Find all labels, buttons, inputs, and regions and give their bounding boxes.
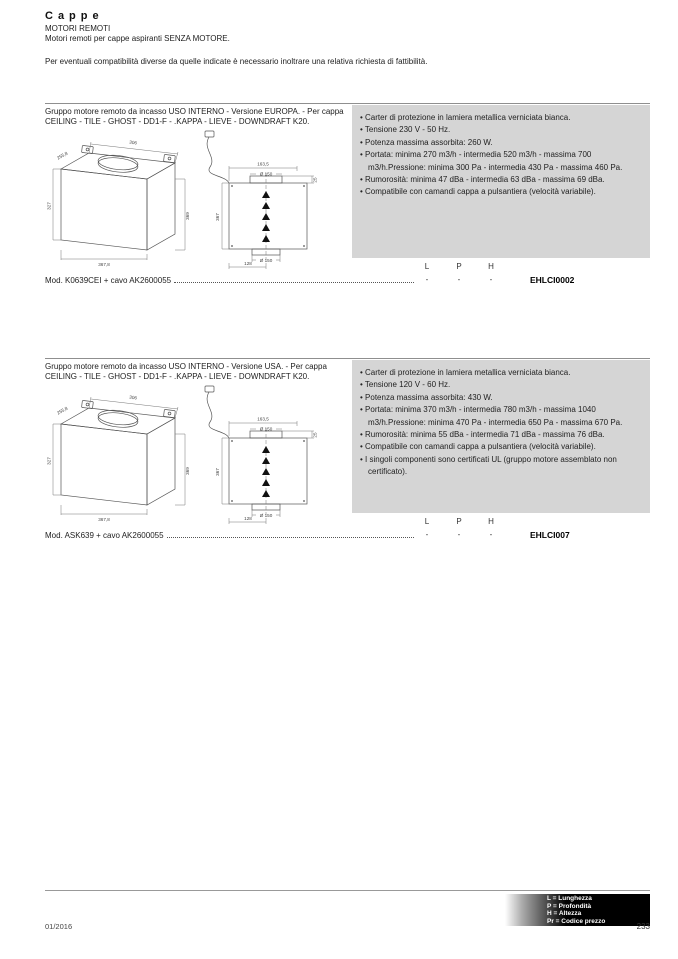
value-p: -: [457, 275, 461, 284]
column-header-p: P: [456, 262, 462, 271]
side-collar-height-dim: 25: [312, 432, 318, 438]
value-h: -: [489, 275, 493, 284]
dot-leader: [167, 530, 414, 538]
iso-bottom-width-dim: 367,8: [98, 262, 110, 267]
side-bottom-width-dim: 128: [244, 516, 252, 521]
model-name: Mod. ASK639 + cavo AK2600055: [45, 531, 164, 540]
model-name: Mod. K0639CEI + cavo AK2600055: [45, 276, 172, 285]
spec-item: • Compatibile con camandi cappa a pulsantiera (velocità variabile).: [360, 186, 642, 198]
section-divider: [45, 358, 650, 359]
spec-item: • Carter di protezione in lamiera metallica verniciata bianca.: [360, 367, 642, 379]
side-bottom-diameter-dim: Ø 150: [259, 513, 273, 518]
side-bottom-diameter-dim: Ø 150: [259, 258, 273, 263]
value-l: -: [425, 530, 429, 539]
isometric-view: [47, 140, 191, 267]
footer-divider: [45, 890, 650, 891]
iso-right-height-dim: 369: [185, 467, 190, 475]
product-section-europa: [45, 103, 650, 293]
edition-date: 01/2016: [45, 922, 73, 931]
side-height-dim: 367: [215, 213, 220, 221]
price-code: EHLCI0002: [530, 275, 575, 285]
side-top-width-dim: 163,5: [257, 416, 269, 422]
brand-title: Cappe: [45, 10, 104, 22]
side-top-width-dim: 163,5: [257, 161, 269, 167]
column-header-h: H: [488, 262, 494, 271]
spec-item: • Rumorosità: minima 55 dBa - intermedia 71 dBa - massima 76 dBa.: [360, 429, 642, 441]
spec-item: • Portata: minima 270 m3/h - intermedia 520 m3/h - massima 700 m3/h.Pressione: minima 300 Pa - intermedia 430 Pa - massima 460 Pa.: [360, 149, 642, 174]
side-collar-height-dim: 25: [312, 177, 318, 183]
model-row: [45, 275, 650, 287]
iso-top-width-dim: 306: [129, 394, 138, 401]
product-title: Gruppo motore remoto da incasso USO INTERNO - Versione USA. - Per cappa CEILING - TILE - GHOST - DD1-F - .KAPPA - LIEVE - DOWNDRAFT K20.: [45, 362, 327, 381]
spec-box: [352, 360, 650, 513]
iso-depth-dim: 255,8: [56, 150, 69, 161]
iso-bottom-width-dim: 367,8: [98, 517, 110, 522]
series-label: MOTORI REMOTI: [45, 24, 111, 33]
spec-list: [360, 367, 642, 479]
side-bottom-width-dim: 128: [244, 261, 252, 266]
side-view: [205, 131, 318, 269]
spec-box: [352, 105, 650, 258]
spec-item: • Tensione 120 V - 60 Hz.: [360, 379, 642, 391]
spec-item: • Tensione 230 V - 50 Hz.: [360, 124, 642, 136]
column-header-p: P: [456, 517, 462, 526]
side-top-diameter-dim: Ø 150: [259, 171, 273, 177]
value-l: -: [425, 275, 429, 284]
legend-line: P = Profondità: [547, 902, 592, 910]
product-section-usa: [45, 358, 650, 548]
model-row: [45, 530, 650, 542]
power-cable: [205, 131, 229, 183]
compatibility-note: Per eventuali compatibilità diverse da quelle indicate è necessario inoltrare una relativa richiesta di fattibilità.: [45, 57, 428, 66]
technical-drawing: [45, 384, 350, 524]
section-divider: [45, 103, 650, 104]
iso-top-width-dim: 306: [129, 139, 138, 146]
column-header-h: H: [488, 517, 494, 526]
spec-item: • Carter di protezione in lamiera metallica verniciata bianca.: [360, 112, 642, 124]
spec-item: • Portata: minima 370 m3/h - intermedia 780 m3/h - massima 1040 m3/h.Pressione: minima 470 Pa - intermedia 650 Pa - massima 670 Pa.: [360, 404, 642, 429]
spec-item: • Potenza massima assorbita: 430 W.: [360, 392, 642, 404]
column-header-l: L: [424, 262, 430, 271]
value-p: -: [457, 530, 461, 539]
page-number: 233: [636, 922, 650, 931]
side-height-dim: 367: [215, 468, 220, 476]
iso-depth-dim: 255,8: [56, 405, 69, 416]
side-view: [205, 386, 318, 524]
spec-item: • Rumorosità: minima 47 dBa - intermedia 63 dBa - massima 69 dBa.: [360, 174, 642, 186]
price-code: EHLCI007: [530, 530, 570, 540]
series-subtitle: Motori remoti per cappe aspiranti SENZA MOTORE.: [45, 34, 230, 43]
legend-line: H = Altezza: [547, 910, 582, 917]
side-top-diameter-dim: Ø 150: [259, 426, 273, 432]
value-h: -: [489, 530, 493, 539]
spec-item: • I singoli componenti sono certificati UL (gruppo motore assemblato non certificato).: [360, 454, 642, 479]
product-title: Gruppo motore remoto da incasso USO INTERNO - Versione EUROPA. - Per cappa CEILING - TILE - GHOST - DD1-F - .KAPPA - LIEVE - DOWNDRAFT K20.: [45, 107, 344, 126]
technical-drawing: [45, 129, 350, 269]
spec-item: • Potenza massima assorbita: 260 W.: [360, 137, 642, 149]
iso-right-height-dim: 369: [185, 212, 190, 220]
dot-leader: [174, 275, 414, 283]
legend-line: L = Lunghezza: [547, 895, 592, 902]
spec-list: [360, 112, 642, 199]
iso-left-height-dim: 327: [46, 202, 52, 210]
spec-item: • Compatibile con camandi cappa a pulsantiera (velocità variabile).: [360, 441, 642, 453]
legend-line: Pr = Codice prezzo: [547, 917, 606, 925]
iso-left-height-dim: 327: [46, 457, 52, 465]
column-header-l: L: [424, 517, 430, 526]
power-cable: [205, 386, 229, 438]
isometric-view: [47, 395, 191, 522]
